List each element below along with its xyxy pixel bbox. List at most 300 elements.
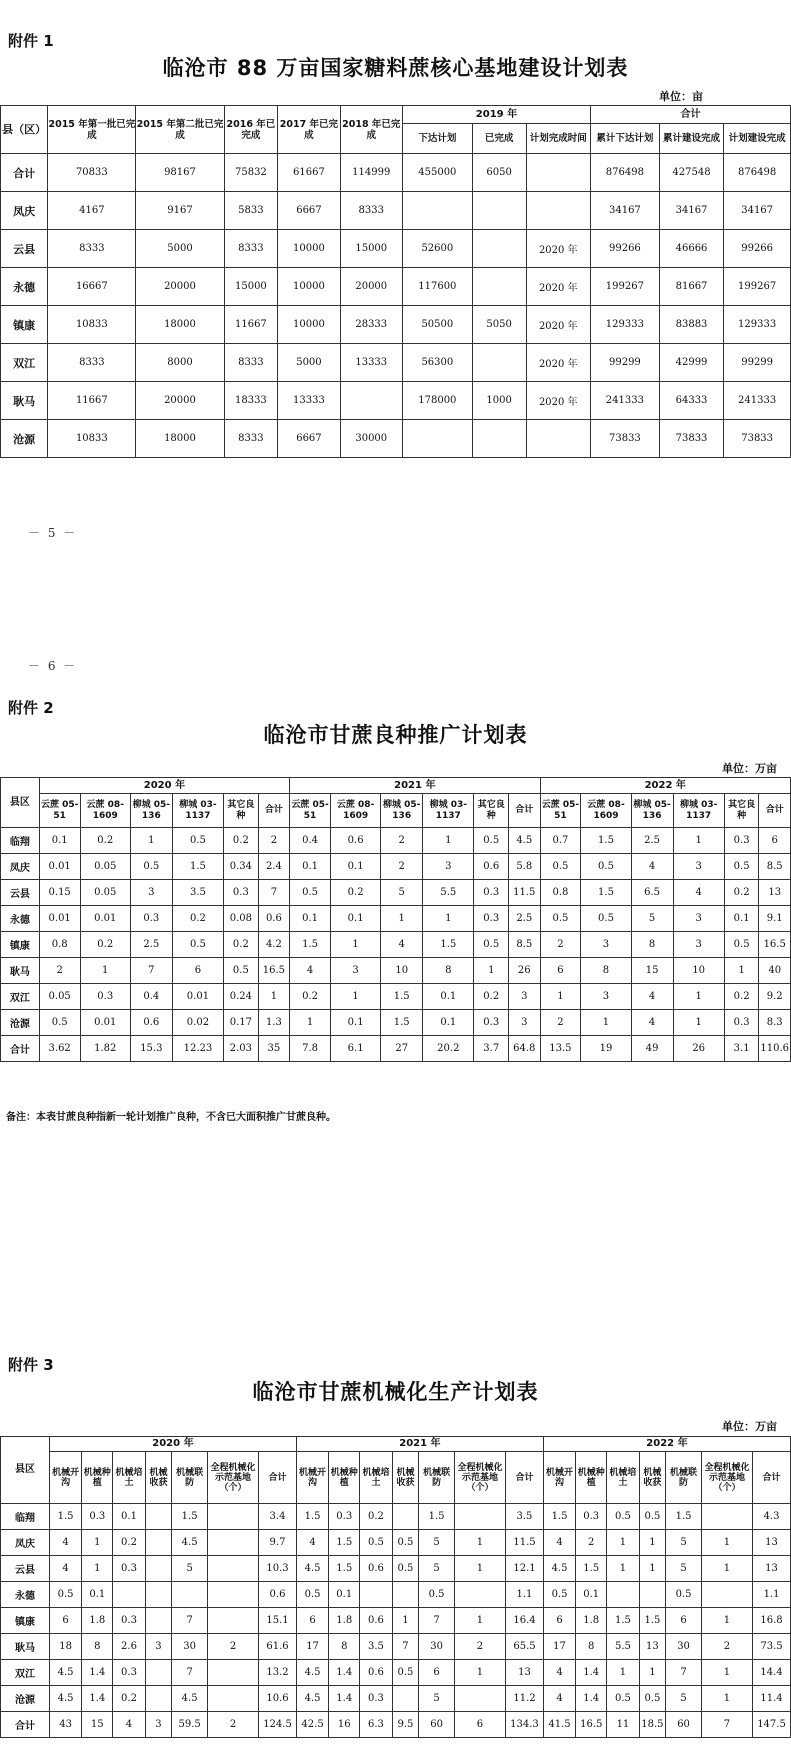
table-cell: 6050 xyxy=(472,154,526,192)
table-cell: 20.2 xyxy=(423,1036,474,1062)
table-cell: 0.5 xyxy=(724,932,759,958)
table-cell: 5 xyxy=(419,1530,455,1556)
table-row xyxy=(1,906,791,932)
col-header: 机械联防 xyxy=(666,1452,702,1504)
table-cell: 11.5 xyxy=(506,1530,544,1556)
table-cell: 99299 xyxy=(591,344,660,382)
table-cell: 13 xyxy=(753,1556,791,1582)
table-cell xyxy=(701,1582,752,1608)
table-cell xyxy=(454,1504,505,1530)
attachment-3-label: 附件 3 xyxy=(8,1356,54,1374)
table-cell: 30 xyxy=(419,1634,455,1660)
table-row xyxy=(1,1634,791,1660)
table-cell xyxy=(207,1556,258,1582)
table-cell: 0.5 xyxy=(172,932,223,958)
col-header: 云蔗 08-1609 xyxy=(80,794,130,828)
table-cell: 2.6 xyxy=(113,1634,145,1660)
table-cell xyxy=(392,1504,419,1530)
table-cell xyxy=(607,1582,639,1608)
table-cell: 0.6 xyxy=(130,1010,172,1036)
table-cell: 110.6 xyxy=(759,1036,791,1062)
year-header: 2022 年 xyxy=(540,778,791,794)
table-cell: 75832 xyxy=(224,154,278,192)
table-cell: 8 xyxy=(631,932,673,958)
table-cell: 7.8 xyxy=(290,1036,331,1062)
col-header: 机械种植 xyxy=(576,1452,607,1504)
table-cell: 7 xyxy=(701,1712,752,1738)
table-cell: 124.5 xyxy=(259,1712,297,1738)
table-row xyxy=(1,1582,791,1608)
table-cell xyxy=(145,1660,172,1686)
table-cell: 0.5 xyxy=(392,1556,419,1582)
col-header: 2015 年第二批已完成 xyxy=(136,106,224,154)
table-cell: 3 xyxy=(673,906,724,932)
col-header: 2016 年已完成 xyxy=(224,106,278,154)
year-header: 2022 年 xyxy=(543,1437,790,1452)
table-cell: 4 xyxy=(631,1010,673,1036)
col-header: 已完成 xyxy=(472,124,526,154)
table-cell xyxy=(145,1582,172,1608)
table-cell: 1 xyxy=(80,958,130,984)
table-cell xyxy=(207,1582,258,1608)
col-header: 机械种植 xyxy=(329,1452,360,1504)
table-cell: 8333 xyxy=(48,344,136,382)
table-cell: 5 xyxy=(419,1686,455,1712)
table-cell: 28333 xyxy=(340,306,402,344)
table-cell: 0.5 xyxy=(639,1504,666,1530)
table-cell: 0.3 xyxy=(130,906,172,932)
table-cell: 2 xyxy=(381,828,423,854)
table-cell: 10833 xyxy=(48,306,136,344)
col-header: 全程机械化示范基地（个） xyxy=(207,1452,258,1504)
table-1-unit: 单位：亩 xyxy=(659,90,703,103)
table-cell: 6667 xyxy=(278,420,340,458)
row-label: 云县 xyxy=(1,1556,50,1582)
table-cell: 5 xyxy=(666,1530,702,1556)
table-cell: 64333 xyxy=(659,382,723,420)
col-header: 合计 xyxy=(509,794,540,828)
table-cell: 0.01 xyxy=(39,854,80,880)
table-cell: 61667 xyxy=(278,154,340,192)
table-cell xyxy=(207,1504,258,1530)
table-cell: 1 xyxy=(454,1660,505,1686)
table-cell: 199267 xyxy=(724,268,791,306)
table-cell: 0.05 xyxy=(39,984,80,1010)
table-cell: 98167 xyxy=(136,154,224,192)
row-label: 耿马 xyxy=(1,1634,50,1660)
table-cell xyxy=(145,1608,172,1634)
col-header: 机械收获 xyxy=(392,1452,419,1504)
table-cell: 129333 xyxy=(591,306,660,344)
table-cell: 16 xyxy=(329,1712,360,1738)
table-cell: 15000 xyxy=(224,268,278,306)
table-cell: 876498 xyxy=(724,154,791,192)
table-cell: 18 xyxy=(49,1634,81,1660)
table-cell: 6 xyxy=(759,828,791,854)
table-cell: 0.5 xyxy=(540,906,581,932)
table-cell xyxy=(472,420,526,458)
table-row xyxy=(1,230,791,268)
table-cell: 4.5 xyxy=(543,1556,575,1582)
table-cell: 1 xyxy=(474,958,509,984)
table-cell: 0.3 xyxy=(80,984,130,1010)
table-cell: 0.1 xyxy=(423,1010,474,1036)
table-cell: 15 xyxy=(631,958,673,984)
table-cell: 0.3 xyxy=(113,1556,145,1582)
table-cell: 1 xyxy=(290,1010,331,1036)
col-header: 机械培土 xyxy=(113,1452,145,1504)
table-cell: 1 xyxy=(607,1530,639,1556)
col-header: 柳城 03-1137 xyxy=(172,794,223,828)
col-header: 机械培土 xyxy=(607,1452,639,1504)
row-label: 沧源 xyxy=(1,420,48,458)
table-2-note: 备注：本表甘蔗良种指新一轮计划推广良种，不含已大面积推广甘蔗良种。 xyxy=(6,1112,336,1123)
table-cell: 0.3 xyxy=(474,880,509,906)
table-cell: 1.5 xyxy=(172,854,223,880)
table-cell: 0.2 xyxy=(724,984,759,1010)
table-cell: 34167 xyxy=(659,192,723,230)
col-header: 累计下达计划 xyxy=(591,124,660,154)
table-cell: 4.5 xyxy=(296,1556,328,1582)
table-cell: 0.6 xyxy=(360,1660,392,1686)
table-cell: 10 xyxy=(673,958,724,984)
table-cell: 1.5 xyxy=(381,1010,423,1036)
col-header: 累计建设完成 xyxy=(659,124,723,154)
row-label: 凤庆 xyxy=(1,854,40,880)
table-cell: 0.05 xyxy=(80,880,130,906)
col-header: 2015 年第一批已完成 xyxy=(48,106,136,154)
table-cell xyxy=(113,1582,145,1608)
table-cell: 13333 xyxy=(340,344,402,382)
table-cell: 3.4 xyxy=(259,1504,297,1530)
table-cell: 9.2 xyxy=(759,984,791,1010)
table-cell: 16.5 xyxy=(576,1712,607,1738)
table-cell: 2.03 xyxy=(224,1036,259,1062)
table-cell: 10000 xyxy=(278,268,340,306)
table-cell: 41.5 xyxy=(543,1712,575,1738)
table-cell: 1 xyxy=(330,984,380,1010)
table-cell: 0.8 xyxy=(39,932,80,958)
total-header: 合计 xyxy=(591,106,791,124)
attachment-1-label: 附件 1 xyxy=(8,32,54,50)
table-cell: 876498 xyxy=(591,154,660,192)
table-cell: 1.5 xyxy=(329,1556,360,1582)
table-cell: 0.5 xyxy=(290,880,331,906)
table-cell: 3.7 xyxy=(474,1036,509,1062)
table-cell: 3.1 xyxy=(724,1036,759,1062)
table-cell: 1 xyxy=(701,1686,752,1712)
table-cell: 5.5 xyxy=(607,1634,639,1660)
table-cell: 7 xyxy=(392,1634,419,1660)
table-cell: 1.5 xyxy=(381,984,423,1010)
table-cell: 60 xyxy=(419,1712,455,1738)
table-cell: 0.3 xyxy=(113,1608,145,1634)
table-cell: 1.5 xyxy=(607,1608,639,1634)
col-header: 计划完成时间 xyxy=(526,124,590,154)
table-cell: 13 xyxy=(753,1530,791,1556)
table-cell: 73.5 xyxy=(753,1634,791,1660)
table-cell: 0.2 xyxy=(113,1686,145,1712)
table-cell: 0.6 xyxy=(330,828,380,854)
col-header: 云蔗 08-1609 xyxy=(330,794,380,828)
table-cell: 2 xyxy=(381,854,423,880)
table-cell: 1.8 xyxy=(329,1608,360,1634)
table-cell: 1 xyxy=(639,1530,666,1556)
table-cell: 0.3 xyxy=(329,1504,360,1530)
table-cell: 13.2 xyxy=(259,1660,297,1686)
table-cell: 1.5 xyxy=(419,1504,455,1530)
col-header: 柳城 03-1137 xyxy=(673,794,724,828)
table-cell: 0.5 xyxy=(724,854,759,880)
table-cell: 3.5 xyxy=(360,1634,392,1660)
table-cell: 3 xyxy=(330,958,380,984)
table-cell: 0.2 xyxy=(724,880,759,906)
row-label: 双江 xyxy=(1,1660,50,1686)
table-cell: 0.15 xyxy=(39,880,80,906)
col-header: 合计 xyxy=(258,794,289,828)
table-cell: 0.5 xyxy=(607,1686,639,1712)
table-cell: 14.4 xyxy=(753,1660,791,1686)
col-header: 机械开沟 xyxy=(543,1452,575,1504)
table-cell: 1.5 xyxy=(543,1504,575,1530)
table-cell: 8 xyxy=(581,958,631,984)
table-cell: 0.3 xyxy=(474,906,509,932)
table-cell: 1.5 xyxy=(423,932,474,958)
row-label: 合计 xyxy=(1,1036,40,1062)
table-cell: 7 xyxy=(172,1660,208,1686)
table-row xyxy=(1,306,791,344)
col-header: 云蔗 08-1609 xyxy=(581,794,631,828)
table-cell: 5833 xyxy=(224,192,278,230)
col-header: 合计 xyxy=(259,1452,297,1504)
table-cell: 16.8 xyxy=(753,1608,791,1634)
table-cell: 4 xyxy=(381,932,423,958)
row-label: 云县 xyxy=(1,880,40,906)
table-cell: 17 xyxy=(543,1634,575,1660)
table-cell: 11667 xyxy=(224,306,278,344)
table-cell xyxy=(472,192,526,230)
table-cell: 0.6 xyxy=(259,1582,297,1608)
table-cell xyxy=(360,1582,392,1608)
table-cell: 134.3 xyxy=(506,1712,544,1738)
table-cell: 0.2 xyxy=(330,880,380,906)
table-cell: 0.01 xyxy=(80,906,130,932)
table-cell: 11.5 xyxy=(509,880,540,906)
table-cell: 1.1 xyxy=(753,1582,791,1608)
table-cell: 0.5 xyxy=(607,1504,639,1530)
table-cell: 3 xyxy=(673,854,724,880)
table-cell: 5 xyxy=(419,1556,455,1582)
table-cell xyxy=(340,382,402,420)
table-cell: 0.8 xyxy=(540,880,581,906)
table-cell: 10 xyxy=(381,958,423,984)
table-cell: 0.3 xyxy=(360,1686,392,1712)
table-cell: 65.5 xyxy=(506,1634,544,1660)
col-header: 计划建设完成 xyxy=(724,124,791,154)
table-cell: 5.8 xyxy=(509,854,540,880)
table-cell: 4 xyxy=(290,958,331,984)
table-cell: 3 xyxy=(509,984,540,1010)
table-cell: 8333 xyxy=(224,230,278,268)
table-cell: 1.4 xyxy=(82,1686,113,1712)
table-cell: 0.5 xyxy=(474,828,509,854)
table-cell: 7 xyxy=(258,880,289,906)
col-header: 云蔗 05-51 xyxy=(540,794,581,828)
table-cell: 73833 xyxy=(591,420,660,458)
table-cell: 7 xyxy=(419,1608,455,1634)
table-cell: 0.5 xyxy=(581,854,631,880)
table-cell: 0.02 xyxy=(172,1010,223,1036)
table-cell xyxy=(392,1582,419,1608)
table-cell: 1 xyxy=(701,1556,752,1582)
table-cell: 1 xyxy=(82,1556,113,1582)
row-label: 耿马 xyxy=(1,382,48,420)
table-cell: 8.3 xyxy=(759,1010,791,1036)
table-row xyxy=(1,1036,791,1062)
col-header: 机械开沟 xyxy=(49,1452,81,1504)
col-header: 柳城 03-1137 xyxy=(423,794,474,828)
table-cell: 4 xyxy=(543,1530,575,1556)
table-cell: 8 xyxy=(82,1634,113,1660)
table-cell: 11 xyxy=(607,1712,639,1738)
table-cell: 3 xyxy=(581,984,631,1010)
row-label: 沧源 xyxy=(1,1010,40,1036)
row-label: 耿马 xyxy=(1,958,40,984)
table-cell: 8000 xyxy=(136,344,224,382)
row-label: 临翔 xyxy=(1,828,40,854)
table-cell: 0.6 xyxy=(474,854,509,880)
table-cell: 0.3 xyxy=(113,1660,145,1686)
table-cell: 1 xyxy=(381,906,423,932)
table-cell: 5 xyxy=(666,1556,702,1582)
table-cell: 3 xyxy=(581,932,631,958)
table-cell: 1 xyxy=(423,828,474,854)
table-cell: 1 xyxy=(130,828,172,854)
table-cell: 4 xyxy=(543,1660,575,1686)
table-cell: 10000 xyxy=(278,230,340,268)
table-cell: 60 xyxy=(666,1712,702,1738)
table-cell: 1000 xyxy=(472,382,526,420)
table-cell: 0.5 xyxy=(474,932,509,958)
row-label: 临翔 xyxy=(1,1504,50,1530)
col-header: 2018 年已完成 xyxy=(340,106,402,154)
table-cell: 11.2 xyxy=(506,1686,544,1712)
table-cell: 30 xyxy=(172,1634,208,1660)
table-cell: 0.01 xyxy=(80,1010,130,1036)
table-cell: 4 xyxy=(631,854,673,880)
table-cell: 9167 xyxy=(136,192,224,230)
table-cell: 13 xyxy=(639,1634,666,1660)
table-cell: 1 xyxy=(454,1530,505,1556)
table-cell: 6.5 xyxy=(631,880,673,906)
table-cell: 40 xyxy=(759,958,791,984)
table-cell: 0.2 xyxy=(172,906,223,932)
table-cell: 13 xyxy=(759,880,791,906)
table-cell xyxy=(526,154,590,192)
table-cell: 0.6 xyxy=(360,1556,392,1582)
table-cell: 4.5 xyxy=(296,1660,328,1686)
table-cell xyxy=(526,420,590,458)
table-cell: 455000 xyxy=(402,154,472,192)
table-cell: 3 xyxy=(130,880,172,906)
table-cell: 0.1 xyxy=(330,854,380,880)
table-cell: 1 xyxy=(454,1608,505,1634)
table-row xyxy=(1,268,791,306)
col-header: 合计 xyxy=(759,794,791,828)
col-header: 机械收获 xyxy=(639,1452,666,1504)
table-cell: 34167 xyxy=(724,192,791,230)
table-cell: 4.5 xyxy=(172,1686,208,1712)
table-cell: 1 xyxy=(673,828,724,854)
table-cell xyxy=(454,1582,505,1608)
table-cell: 15.3 xyxy=(130,1036,172,1062)
table-cell: 16667 xyxy=(48,268,136,306)
table-cell: 0.1 xyxy=(113,1504,145,1530)
table-cell: 11.4 xyxy=(753,1686,791,1712)
table-cell: 4.2 xyxy=(258,932,289,958)
mechanization-plan-table xyxy=(0,1436,791,1738)
table-cell: 7 xyxy=(666,1660,702,1686)
table-cell: 1.3 xyxy=(258,1010,289,1036)
table-cell: 4.3 xyxy=(753,1504,791,1530)
table-cell: 12.23 xyxy=(172,1036,223,1062)
table-cell xyxy=(145,1530,172,1556)
table-cell: 1 xyxy=(607,1556,639,1582)
table-row xyxy=(1,1686,791,1712)
sugarcane-base-plan-table xyxy=(0,105,791,458)
table-cell: 8 xyxy=(576,1634,607,1660)
table-cell: 2 xyxy=(540,932,581,958)
table-cell: 0.4 xyxy=(290,828,331,854)
table-cell: 0.2 xyxy=(474,984,509,1010)
table-cell: 4.5 xyxy=(296,1686,328,1712)
table-row xyxy=(1,854,791,880)
col-header: 柳城 05-136 xyxy=(130,794,172,828)
col-header: 机械联防 xyxy=(172,1452,208,1504)
table-cell: 2020 年 xyxy=(526,382,590,420)
table-cell: 2.5 xyxy=(509,906,540,932)
table-3-unit: 单位：万亩 xyxy=(722,1420,777,1433)
table-cell: 0.3 xyxy=(82,1504,113,1530)
table-cell: 0.34 xyxy=(224,854,259,880)
table-cell: 4.5 xyxy=(509,828,540,854)
corner-header: 县区 xyxy=(1,778,40,828)
table-cell: 1 xyxy=(454,1556,505,1582)
table-cell: 4167 xyxy=(48,192,136,230)
table-cell: 1 xyxy=(392,1608,419,1634)
table-cell: 1.5 xyxy=(639,1608,666,1634)
table-cell: 0.1 xyxy=(290,906,331,932)
table-cell: 199267 xyxy=(591,268,660,306)
table-2-title: 临沧市甘蔗良种推广计划表 xyxy=(263,723,528,747)
table-1-title: 临沧市 88 万亩国家糖料蔗核心基地建设计划表 xyxy=(162,56,629,80)
table-cell: 52600 xyxy=(402,230,472,268)
table-cell: 4 xyxy=(673,880,724,906)
table-cell: 1 xyxy=(701,1660,752,1686)
table-cell: 20000 xyxy=(136,382,224,420)
table-cell: 4 xyxy=(49,1530,81,1556)
table-cell: 0.5 xyxy=(49,1582,81,1608)
table-cell: 0.7 xyxy=(540,828,581,854)
table-cell: 13 xyxy=(506,1660,544,1686)
table-cell xyxy=(207,1530,258,1556)
table-cell: 64.8 xyxy=(509,1036,540,1062)
table-cell: 178000 xyxy=(402,382,472,420)
table-row xyxy=(1,1712,791,1738)
table-cell: 18333 xyxy=(224,382,278,420)
row-label: 镇康 xyxy=(1,306,48,344)
table-cell: 11667 xyxy=(48,382,136,420)
